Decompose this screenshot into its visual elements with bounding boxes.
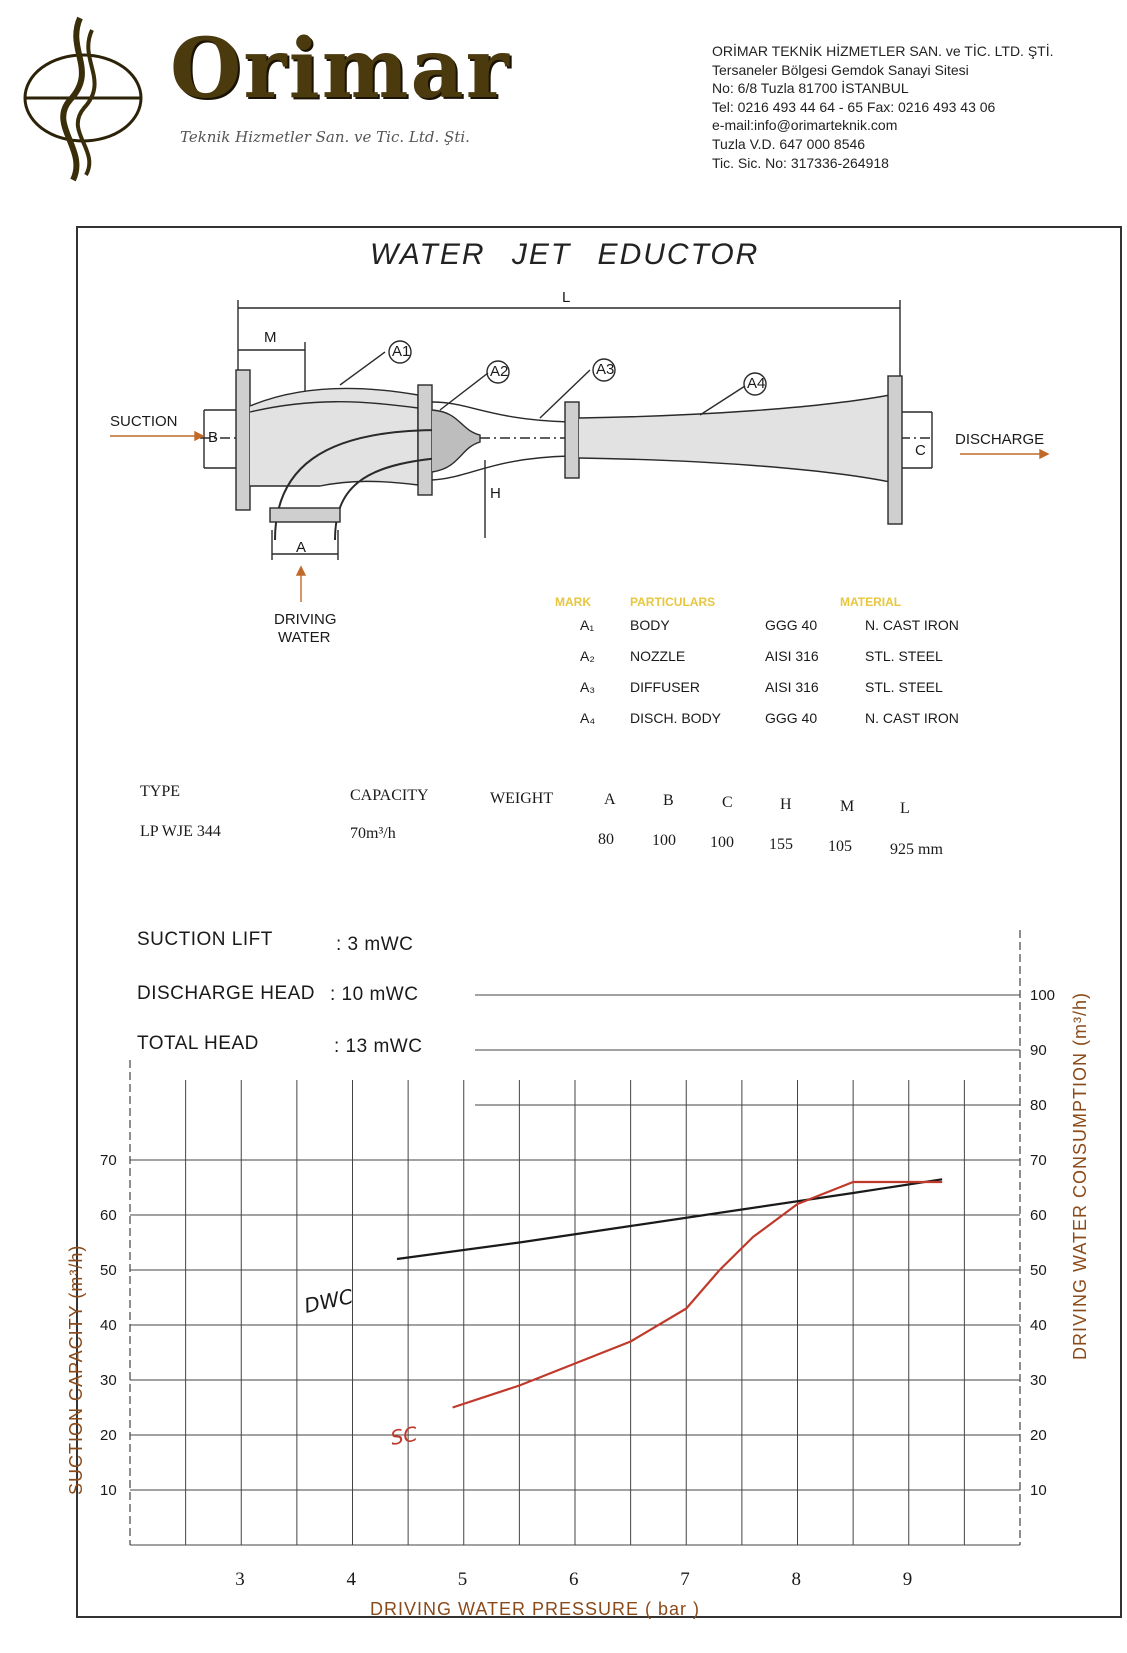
company-line: ORİMAR TEKNİK HİZMETLER SAN. ve TİC. LTD. ŞTİ. xyxy=(712,43,1054,59)
y-right-axis-title: DRIVING WATER CONSUMPTION (m³/h) xyxy=(1070,992,1090,1360)
y-right-tick-label: 60 xyxy=(1030,1207,1047,1224)
x-tick-label: 7 xyxy=(680,1569,690,1590)
driving-water-label: DRIVING xyxy=(274,611,337,628)
suction-lift-label: SUCTION LIFT xyxy=(137,929,273,950)
y-right-tick-label: 50 xyxy=(1030,1262,1047,1279)
x-tick-label: 6 xyxy=(569,1569,579,1590)
part-material: STL. STEEL xyxy=(865,679,943,695)
material-header: MATERIAL xyxy=(840,595,902,609)
brand-name: Orimar xyxy=(170,21,511,117)
spec-header-l: L xyxy=(900,800,910,817)
callout-a1: A1 xyxy=(392,343,411,360)
suction-lift-value: : 3 mWC xyxy=(336,934,414,955)
part-mark: A₃ xyxy=(580,679,596,695)
callout-a2: A2 xyxy=(490,363,509,380)
y-left-tick-label: 10 xyxy=(100,1482,117,1499)
part-name: NOZZLE xyxy=(630,648,686,664)
part-name: BODY xyxy=(630,617,670,633)
spec-a: 80 xyxy=(598,831,614,848)
x-tick-label: 8 xyxy=(791,1569,801,1590)
part-material: N. CAST IRON xyxy=(865,617,959,633)
part-grade: GGG 40 xyxy=(765,710,818,726)
discharge-head-value: : 10 mWC xyxy=(330,984,419,1005)
y-left-tick-label: 30 xyxy=(100,1372,117,1389)
x-tick-label: 4 xyxy=(346,1569,356,1590)
company-line: Tic. Sic. No: 317336-264918 xyxy=(712,154,889,171)
discharge-label: DISCHARGE xyxy=(955,431,1045,448)
dim-label-b: B xyxy=(208,429,219,446)
y-left-tick-label: 50 xyxy=(100,1262,117,1279)
y-left-tick-label: 40 xyxy=(100,1317,117,1334)
spec-header-h: H xyxy=(780,796,792,813)
y-left-tick-label: 70 xyxy=(100,1152,117,1169)
company-line[interactable]: e-mail:info@orimarteknik.com xyxy=(712,117,898,134)
particulars-header: PARTICULARS xyxy=(630,595,716,609)
x-axis-title: DRIVING WATER PRESSURE ( bar ) xyxy=(370,1599,701,1619)
suction-label: SUCTION xyxy=(110,413,178,430)
company-line: Tersaneler Bölgesi Gemdok Sanayi Sitesi xyxy=(712,61,969,78)
part-material: N. CAST IRON xyxy=(865,710,959,726)
part-material: STL. STEEL xyxy=(865,648,943,664)
spec-h: 155 xyxy=(769,836,793,853)
y-right-tick-label: 40 xyxy=(1030,1317,1047,1334)
y-left-tick-label: 60 xyxy=(100,1207,117,1224)
spec-header-a: A xyxy=(604,791,616,808)
spec-header-capacity: CAPACITY xyxy=(350,787,429,804)
discharge-head-label: DISCHARGE HEAD xyxy=(137,983,316,1004)
y-right-tick-label: 20 xyxy=(1030,1427,1047,1444)
part-grade: AISI 316 xyxy=(765,679,819,695)
mark-header: MARK xyxy=(555,595,591,609)
spec-header-c: C xyxy=(722,794,733,811)
x-tick-label: 9 xyxy=(902,1569,913,1590)
dim-label-m: M xyxy=(264,329,277,346)
spec-header-m: M xyxy=(840,798,855,815)
chart-series xyxy=(397,1179,942,1407)
company-line: Tuzla V.D. 647 000 8546 xyxy=(712,135,866,152)
callout-a3: A3 xyxy=(596,361,615,378)
spec-m: 105 xyxy=(828,838,852,855)
y-right-tick-label: 70 xyxy=(1030,1152,1047,1169)
y-left-tick-label: 20 xyxy=(100,1427,117,1444)
company-line: Tel: 0216 493 44 64 - 65 Fax: 0216 493 43 06 xyxy=(712,98,996,115)
part-mark: A₁ xyxy=(580,617,595,633)
spec-type: LP WJE 344 xyxy=(140,823,221,840)
y-right-tick-label: 10 xyxy=(1030,1482,1047,1499)
chart-ticks xyxy=(100,987,1055,1590)
spec-b: 100 xyxy=(652,832,676,849)
page-title: WATER JET EDUCTOR xyxy=(370,238,760,271)
part-mark: A₄ xyxy=(580,710,596,726)
spec-header-b: B xyxy=(663,792,674,809)
y-right-tick-label: 30 xyxy=(1030,1372,1047,1389)
sc-series-label: SC xyxy=(388,1421,420,1450)
x-tick-label: 3 xyxy=(235,1569,245,1590)
company-line: No: 6/8 Tuzla 81700 İSTANBUL xyxy=(712,80,909,97)
part-grade: AISI 316 xyxy=(765,648,819,664)
dim-label-l: L xyxy=(562,290,571,306)
dim-label-h: H xyxy=(490,485,501,502)
dim-label-a: A xyxy=(296,539,307,556)
part-name: DISCH. BODY xyxy=(630,710,722,726)
x-tick-label: 5 xyxy=(457,1569,468,1590)
dwc-series-label: DWC xyxy=(302,1284,356,1318)
part-mark: A₂ xyxy=(580,648,595,664)
chart-grid xyxy=(130,930,1020,1545)
total-head-value: : 13 mWC xyxy=(334,1036,423,1057)
spec-header-type: TYPE xyxy=(140,783,180,800)
dim-label-c: C xyxy=(915,442,926,459)
total-head-label: TOTAL HEAD xyxy=(137,1033,259,1054)
part-name: DIFFUSER xyxy=(630,679,700,695)
spec-l: 925 mm xyxy=(890,841,943,858)
y-left-axis-title: SUCTION CAPACITY (m³/h) xyxy=(66,1244,86,1495)
brand-tagline: Teknik Hizmetler San. ve Tic. Ltd. Şti. xyxy=(180,128,470,146)
callout-a4: A4 xyxy=(747,375,766,392)
y-right-tick-label: 90 xyxy=(1030,1042,1047,1059)
y-right-tick-label: 100 xyxy=(1030,987,1056,1004)
spec-c: 100 xyxy=(710,834,734,851)
driving-water-label: WATER xyxy=(278,629,331,646)
part-grade: GGG 40 xyxy=(765,617,818,633)
spec-header-weight: WEIGHT xyxy=(490,790,554,807)
y-right-tick-label: 80 xyxy=(1030,1097,1047,1114)
series-line-dwc xyxy=(397,1179,942,1259)
spec-capacity: 70m³/h xyxy=(350,825,396,842)
